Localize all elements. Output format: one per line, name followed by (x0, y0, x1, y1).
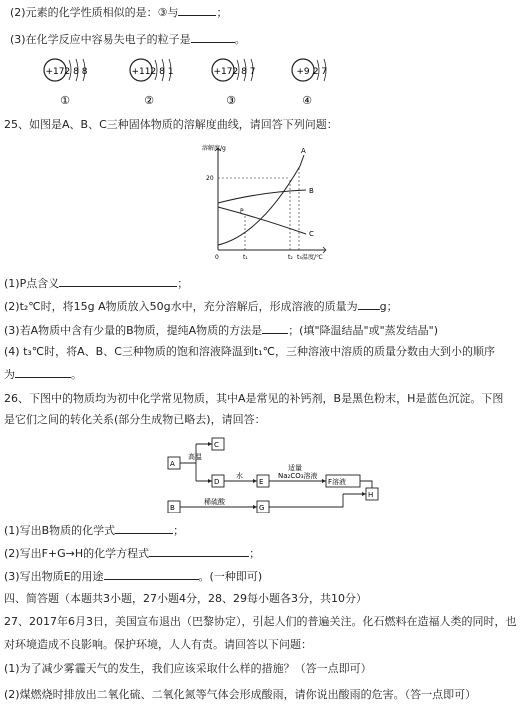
q26-p2-blank[interactable] (149, 545, 249, 557)
a-branch-lines (180, 444, 212, 481)
q26-p1-end: ； (173, 524, 185, 537)
atom-3-shells: 2 8 7 (232, 67, 256, 77)
curve-c (218, 207, 306, 234)
q25-p3 (4, 322, 438, 338)
q25-p1-text: (1)P点含义 (4, 277, 60, 290)
chart-ylabel: 溶解度/g (202, 145, 226, 152)
q25-p2-text: (2)t₂℃时，将15g A物质放入50g水中，充分溶解后，形成溶液的质量为 (4, 300, 358, 313)
q25-p3-text: (3)若A物质中含有少量的B物质，提纯A物质的方法是 (4, 324, 263, 337)
q24-part3-end: 。 (234, 33, 246, 46)
atom-4-nucleus: +9 (296, 67, 310, 77)
chart-y20: 20 (206, 175, 214, 182)
q25-p4b-end: 。 (71, 368, 82, 381)
label-p: P (240, 208, 244, 215)
node-c: C (214, 441, 219, 449)
q26-stem-2: 是它们之间的转化关系(部分生成物已略去)，请回答： (4, 413, 266, 426)
q25-stem: 25、如图是A、B、C三种固体物质的溶解度曲线，请回答下列问题： (4, 118, 338, 131)
q26-p3 (4, 568, 262, 584)
q26-p3-blank[interactable] (104, 568, 199, 580)
q25-p1 (4, 275, 188, 291)
atom-3-nucleus: +17 (213, 67, 233, 77)
atom-1 (44, 59, 88, 104)
q26-p2-text: (2)写出F+G→H的化学方程式 (4, 547, 150, 560)
chart-t3: t₃ (297, 254, 302, 261)
q25-p2-end: g； (379, 300, 398, 313)
q24-part2 (10, 4, 227, 20)
node-h: H (368, 491, 374, 499)
label-c: C (309, 230, 314, 238)
q26-p1-text: (1)写出B物质的化学式 (4, 524, 116, 537)
atom-2-label: ② (144, 94, 154, 104)
q25-p3-blank[interactable] (262, 322, 288, 334)
atom-4 (292, 59, 327, 104)
label-water: 水 (236, 472, 243, 480)
q27-stem-2: 对环境造成不良影响。保护环境，人人有责。请回答以下问题： (4, 638, 312, 651)
node-b: B (170, 504, 175, 512)
q25-p1-end: ； (177, 277, 189, 290)
q25-p3-end: ；(填"降温结晶"或"蒸发结晶") (288, 324, 439, 337)
atom-2-shells: 2 8 1 (150, 67, 174, 77)
atom-1-nucleus: +17 (45, 67, 65, 77)
conversion-diagram (160, 435, 390, 513)
atom-1-shells: 2 8 8 (64, 67, 88, 77)
curve-b (218, 190, 306, 203)
q26-p1 (4, 522, 184, 538)
atom-3-label: ③ (226, 94, 236, 104)
q24-part3-blank[interactable] (191, 31, 235, 43)
q25-p2 (4, 298, 398, 314)
node-g: G (259, 504, 265, 512)
label-amount: 适量 (288, 464, 302, 472)
label-high-temp: 高温 (188, 453, 202, 461)
q24-part2-blank[interactable] (178, 4, 216, 16)
q25-p4b (4, 366, 82, 382)
q24-part3 (10, 31, 246, 47)
q26-stem-1: 26、下图中的物质均为初中化学常见物质，其中A是常见的补钙剂，B是黑色粉末，H是蓝色沉淀。下图 (4, 392, 504, 405)
atom-2 (130, 59, 173, 104)
q27-stem-1: 27、2017年6月3日，美国宣布退出（巴黎协定），引起人们的普遍关注。化石燃料在造福人类的同时，也 (4, 615, 517, 628)
section-4-heading: 四、简答题（本题共3小题，27小题4分，28、29每小题各3分，共10分） (4, 592, 367, 605)
q25-p1-blank[interactable] (59, 275, 177, 287)
q25-p4b-text: 为 (4, 368, 15, 381)
label-a: A (301, 147, 306, 155)
atom-structure-diagrams (0, 52, 522, 104)
q27-p2: (2)煤燃烧时排放出二氧化硫、二氧化氮等气体会形成酸雨，请你说出酸雨的危害。（答一点即可） (4, 688, 477, 701)
q24-part2-end: ； (216, 6, 228, 19)
q25-p2-blank[interactable] (358, 298, 380, 310)
atom-1-label: ① (60, 94, 70, 104)
label-reagent: Na₂CO₃溶液 (278, 472, 318, 480)
atom-4-shells: 2 7 (312, 67, 328, 77)
chart-t2: t₂ (288, 254, 293, 261)
q26-p2-end: ； (249, 547, 261, 560)
q25-p4-blank[interactable] (15, 366, 71, 378)
q27-p1: (1)为了减少雾霾天气的发生，我们应该采取什么样的措施？（答一点即可） (4, 662, 372, 675)
chart-xlabel: 温度/℃ (302, 254, 323, 261)
q26-p2 (4, 545, 260, 561)
atom-4-label: ④ (302, 94, 312, 104)
q26-p3-end: 。(一种即可) (198, 570, 263, 583)
q26-p1-blank[interactable] (115, 522, 173, 534)
label-acid: 稀硫酸 (204, 498, 225, 506)
node-a: A (170, 460, 175, 468)
node-e: E (259, 478, 264, 486)
q26-p3-text: (3)写出物质E的用途 (4, 570, 104, 583)
node-f: F溶液 (328, 478, 347, 486)
chart-t1: t₁ (243, 254, 248, 261)
chart-origin: 0 (215, 254, 219, 261)
label-b: B (309, 187, 314, 195)
q24-part2-text: (2)元素的化学性质相似的是：③与 (10, 6, 179, 19)
q24-part3-text: (3)在化学反应中容易失电子的粒子是 (10, 33, 191, 46)
node-d: D (214, 478, 220, 486)
atom-3 (212, 59, 255, 104)
atom-2-nucleus: +11 (131, 67, 151, 77)
solubility-chart (200, 140, 340, 265)
q25-p4a: (4) t₃℃时，将A、B、C三种物质的饱和溶液降温到t₁℃，三种溶液中溶质的质量分数由大到小的顺序 (4, 345, 495, 358)
